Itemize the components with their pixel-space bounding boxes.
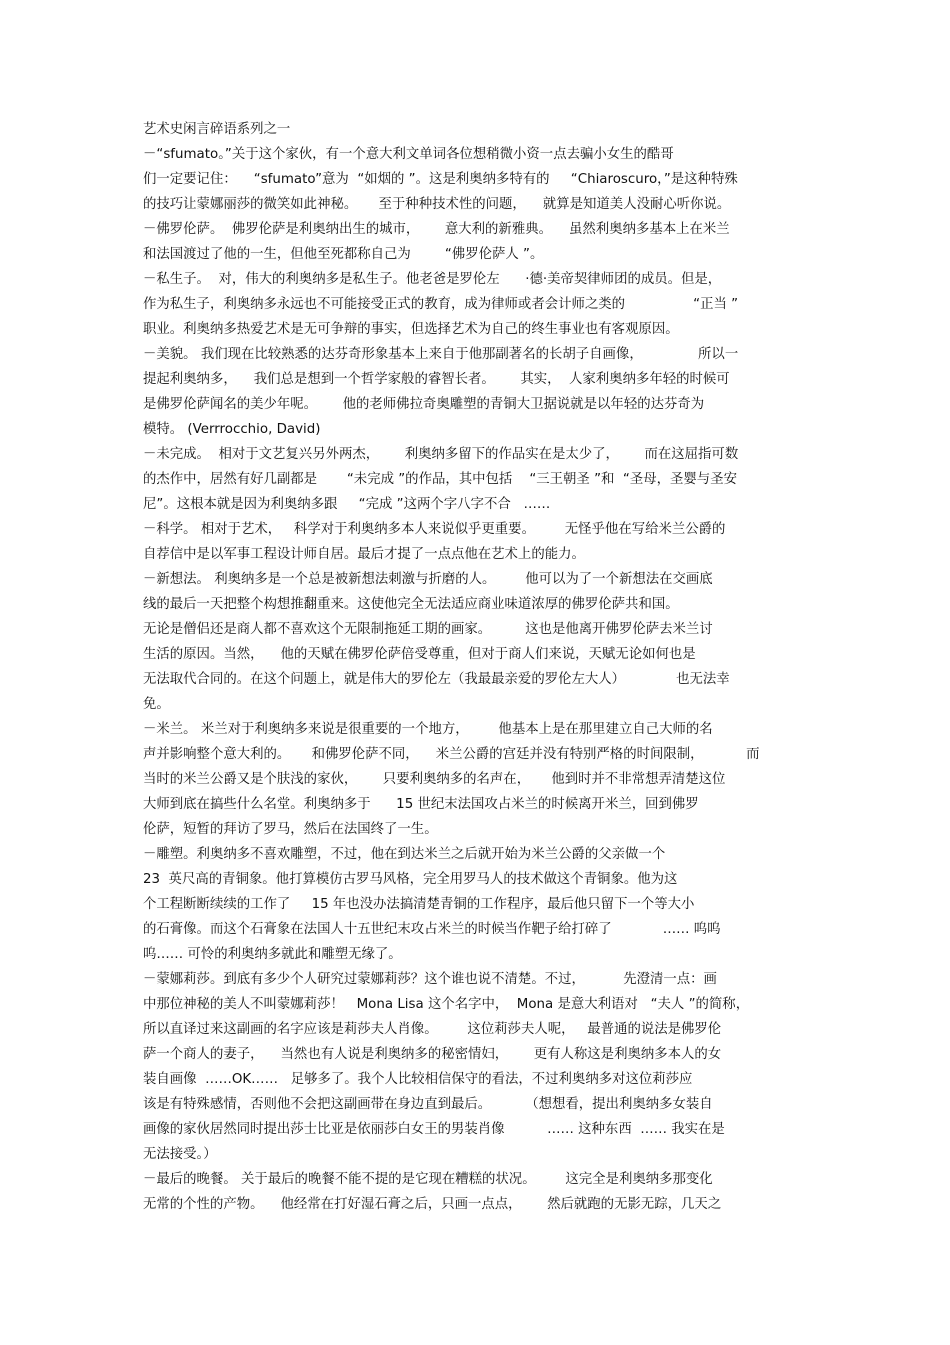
text-line: －“sfumato。”关于这个家伙，有一个意大利文单词各位想稍微小资一点去骗小女生的酷哥 — [143, 147, 674, 162]
text-line: 自荐信中是以军事工程设计师自居。最后才提了一点点他在艺术上的能力。 — [143, 547, 585, 562]
text-line: 伦萨，短暂的拜访了罗马，然后在法国终了一生。 — [143, 822, 438, 837]
text-line: 中那位神秘的美人不叫蒙娜莉莎！ Mona Lisa 这个名字中， Mona 是意大利语对 “夫人 ”的简称， — [143, 997, 750, 1012]
text-line: 作为私生子，利奥纳多永远也不可能接受正式的教育，成为律师或者会计师之类的 “正当 ” — [143, 297, 739, 312]
text-line: 装自画像 ……OK…… 足够多了。我个人比较相信保守的看法，不过利奥纳多对这位莉莎应 — [143, 1072, 693, 1087]
text-line: 线的最后一天把整个构想推翻重来。这使他完全无法适应商业味道浓厚的佛罗伦萨共和国。 — [143, 597, 679, 612]
text-line: 呜…… 可怜的利奥纳多就此和雕塑无缘了。 — [143, 947, 402, 962]
text-line: 无法取代合同的。在这个问题上，就是伟大的罗伦左（我最最亲爱的罗伦左大人） 也无法幸 — [143, 672, 730, 687]
text-line: 萨一个商人的妻子， 当然也有人说是利奥纳多的秘密情妇， 更有人称这是利奥纳多本人的女 — [143, 1047, 722, 1062]
text-line: 和法国渡过了他的一生，但他至死都称自己为 “佛罗伦萨人 ”。 — [143, 247, 544, 262]
text-line: 无论是僧侣还是商人都不喜欢这个无限制拖延工期的画家。 这也是他离开佛罗伦萨去米兰讨 — [143, 622, 713, 637]
text-line: 的杰作中，居然有好几副都是 “未完成 ”的作品，其中包括 “三王朝圣 ”和 “圣母，圣婴与圣安 — [143, 472, 737, 487]
text-line: 尼”。这根本就是因为利奥纳多跟 “完成 ”这两个字八字不合 …… — [143, 497, 551, 512]
text-line: 的石膏像。而这个石膏象在法国人十五世纪末攻占米兰的时候当作靶子给打碎了 …… 呜呜 — [143, 922, 721, 937]
text-line: 23 英尺高的青铜象。他打算模仿古罗马风格，完全用罗马人的技术做这个青铜象。他为这 — [143, 872, 678, 887]
text-line: 是佛罗伦萨闻名的美少年呢。 他的老师佛拉奇奥雕塑的青铜大卫据说就是以年轻的达芬奇为 — [143, 397, 705, 412]
text-line: 的技巧让蒙娜丽莎的微笑如此神秘。 至于种种技术性的问题， 就算是知道美人没耐心听你说。 — [143, 197, 731, 212]
text-line: －雕塑。利奥纳多不喜欢雕塑，不过，他在到达米兰之后就开始为米兰公爵的父亲做一个 — [143, 847, 666, 862]
text-line: 当时的米兰公爵又是个肤浅的家伙， 只要利奥纳多的名声在， 他到时并不非常想弄清楚这位 — [143, 772, 726, 787]
text-line: 无法接受。） — [143, 1147, 217, 1162]
text-line: －最后的晚餐。 关于最后的晚餐不能不提的是它现在糟糕的状况。 这完全是利奥纳多那变化 — [143, 1172, 713, 1187]
text-line: －新想法。 利奥纳多是一个总是被新想法刺激与折磨的人。 他可以为了一个新想法在交画底 — [143, 572, 713, 587]
text-line: －蒙娜莉莎。到底有多少个人研究过蒙娜莉莎？这个谁也说不清楚。不过， 先澄清一点：画 — [143, 972, 717, 987]
text-line: －美貌。 我们现在比较熟悉的达芬奇形象基本上来自于他那副著名的长胡子自画像， 所以一 — [143, 347, 739, 362]
text-line: 模特。 (Verrrocchio, David) — [143, 422, 321, 437]
text-line: 大师到底在搞些什么名堂。利奥纳多于 15 世纪末法国攻占米兰的时候离开米兰，回到佛罗 — [143, 797, 699, 812]
text-line: －科学。 相对于艺术， 科学对于利奥纳多本人来说似乎更重要。 无怪乎他在写给米兰公爵的 — [143, 522, 726, 537]
text-line: －私生子。 对，伟大的利奥纳多是私生子。他老爸是罗伦左 ·德·美帝契律师团的成员。但是， — [143, 272, 722, 287]
text-line: 生活的原因。当然， 他的天赋在佛罗伦萨倍受尊重，但对于商人们来说，天赋无论如何也是 — [143, 647, 696, 662]
text-line: 职业。利奥纳多热爱艺术是无可争辩的事实，但选择艺术为自己的终生事业也有客观原因。 — [143, 322, 679, 337]
article-body — [143, 117, 823, 1217]
text-line: 无常的个性的产物。 他经常在打好湿石膏之后，只画一点点， 然后就跑的无影无踪，几天之 — [143, 1197, 722, 1212]
text-line: 免。 — [143, 697, 170, 712]
text-line: 个工程断断续续的工作了 15 年也没办法搞清楚青铜的工作程序，最后他只留下一个等大小 — [143, 897, 695, 912]
text-line: 们一定要记住： “sfumato”意为 “如烟的 ”。这是利奥纳多特有的 “Chiaroscuro，”是这种特殊 — [143, 172, 738, 187]
text-line: 画像的家伙居然同时提出莎士比亚是依丽莎白女王的男装肖像 …… 这种东西 …… 我实在是 — [143, 1122, 725, 1137]
document-title: 艺术史闲言碎语系列之一 — [143, 122, 291, 137]
text-line: 该是有特殊感情，否则他不会把这副画带在身边直到最后。 （想想看，提出利奥纳多女装自 — [143, 1097, 713, 1112]
text-line: 声并影响整个意大利的。 和佛罗伦萨不同， 米兰公爵的宫廷并没有特别严格的时间限制， 而 — [143, 747, 760, 762]
text-line: 提起利奥纳多， 我们总是想到一个哲学家般的睿智长者。 其实， 人家利奥纳多年轻的时候可 — [143, 372, 730, 387]
text-line: －佛罗伦萨。 佛罗伦萨是利奥纳出生的城市， 意大利的新雅典。 虽然利奥纳多基本上在米兰 — [143, 222, 730, 237]
text-line: 所以直译过来这副画的名字应该是莉莎夫人肖像。 这位莉莎夫人呢， 最普通的说法是佛罗伦 — [143, 1022, 722, 1037]
text-line: －未完成。 相对于文艺复兴另外两杰， 利奥纳多留下的作品实在是太少了， 而在这屈指可数 — [143, 447, 739, 462]
text-line: －米兰。 米兰对于利奥纳多来说是很重要的一个地方， 他基本上是在那里建立自己大师的名 — [143, 722, 713, 737]
